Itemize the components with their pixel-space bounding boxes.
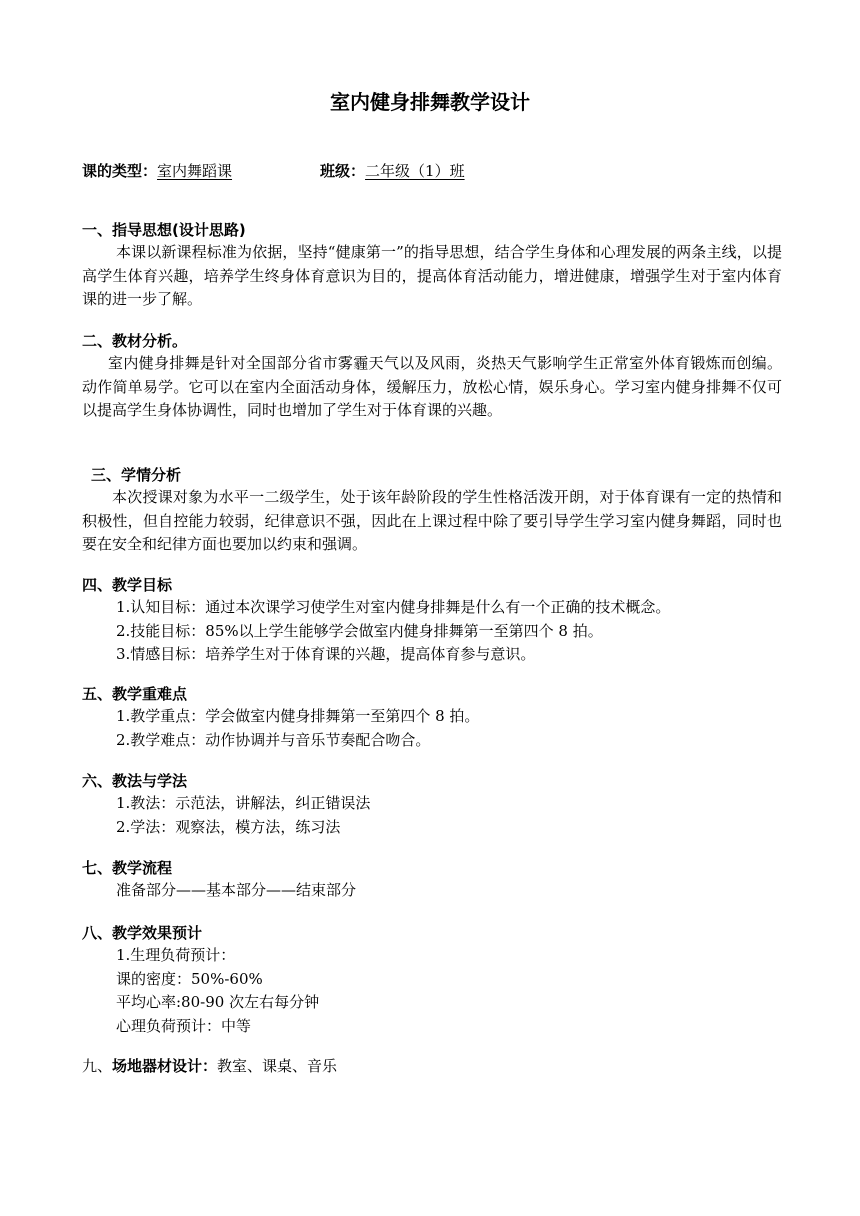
section-heading: 五、教学重难点 [82, 685, 188, 703]
section-paragraph: 室内健身排舞是针对全国部分省市雾霾天气以及风雨，炎热天气影响学生正常室外体育锻炼而创编。动作简单易学。它可以在室内全面活动身体，缓解压力，放松心情，娱乐身心。学习室内健身排舞不仅可以提高学生身体协调性，同时也增加了学生对于体育课的兴趣。 [82, 354, 782, 419]
section-student-analysis [82, 464, 782, 557]
section-methods [82, 770, 782, 839]
section-venue-equipment [82, 1055, 782, 1077]
class-value: 二年级（1）班 [365, 162, 465, 180]
section-heading: 场地器材设计： [112, 1057, 218, 1075]
section-guiding-thought [82, 219, 782, 312]
venue-equipment-value: 教室、课桌、音乐 [217, 1057, 338, 1075]
section-heading: 一、指导思想(设计思路) [82, 221, 246, 239]
section-heading-line [82, 1055, 782, 1077]
section-paragraph: 本次授课对象为水平一二级学生，处于该年龄阶段的学生性格活泼开朗，对于体育课有一定的热情和积极性，但自控能力较弱，纪律意识不强，因此在上课过程中除了要引导学生学习室内健身舞蹈，同时也要在安全和纪律方面也要加以约束和强调。 [82, 488, 782, 553]
section-heading: 四、教学目标 [82, 576, 173, 594]
effect-item: 1.生理负荷预计： [116, 946, 236, 964]
effect-item: 课的密度：50%-60% [116, 969, 263, 988]
effect-item: 平均心率:80-90 次左右每分钟 [116, 993, 320, 1011]
section-paragraph: 本课以新课程标准为依据，坚持“健康第一”的指导思想，结合学生身体和心理发展的两条主线，以提高学生体育兴趣，培养学生终身体育意识为目的，提高体育活动能力，增进健康，增强学生对于室内体育课的进一步了解。 [82, 243, 782, 308]
method-item: 1.教法：示范法，讲解法，纠正错误法 [116, 794, 371, 812]
key-point-item: 1.教学重点：学会做室内健身排舞第一至第四个 8 拍。 [116, 707, 480, 725]
course-type-value: 室内舞蹈课 [157, 162, 233, 180]
course-type-label: 课的类型： [82, 162, 158, 180]
section-number: 九、 [82, 1057, 113, 1075]
goal-item: 3.情感目标：培养学生对于体育课的兴趣，提高体育参与意识。 [116, 645, 536, 663]
section-teaching-flow [82, 857, 782, 903]
section-heading: 七、教学流程 [82, 859, 173, 877]
document-title: 室内健身排舞教学设计 [330, 90, 530, 114]
effect-item: 心理负荷预计：中等 [116, 1016, 252, 1035]
section-teaching-goals [82, 574, 782, 667]
section-expected-effect [82, 922, 782, 1038]
method-item: 2.学法：观察法，模方法，练习法 [116, 817, 341, 836]
section-material-analysis [82, 330, 782, 423]
section-heading: 六、教法与学法 [82, 772, 188, 790]
section-heading: 二、教材分析。 [82, 332, 188, 350]
goal-item: 1.认知目标：通过本次课学习使学生对室内健身排舞是什么有一个正确的技术概念。 [116, 598, 671, 616]
section-heading: 八、教学效果预计 [82, 924, 203, 942]
flow-item: 准备部分——基本部分——结束部分 [116, 881, 357, 899]
section-heading: 三、学情分析 [91, 466, 182, 484]
key-point-item: 2.教学难点：动作协调并与音乐节奏配合吻合。 [116, 730, 431, 749]
class-label: 班级： [320, 162, 366, 180]
course-meta [82, 160, 475, 181]
goal-item: 2.技能目标：85%以上学生能够学会做室内健身排舞第一至第四个 8 拍。 [116, 621, 603, 640]
section-key-points [82, 683, 782, 752]
